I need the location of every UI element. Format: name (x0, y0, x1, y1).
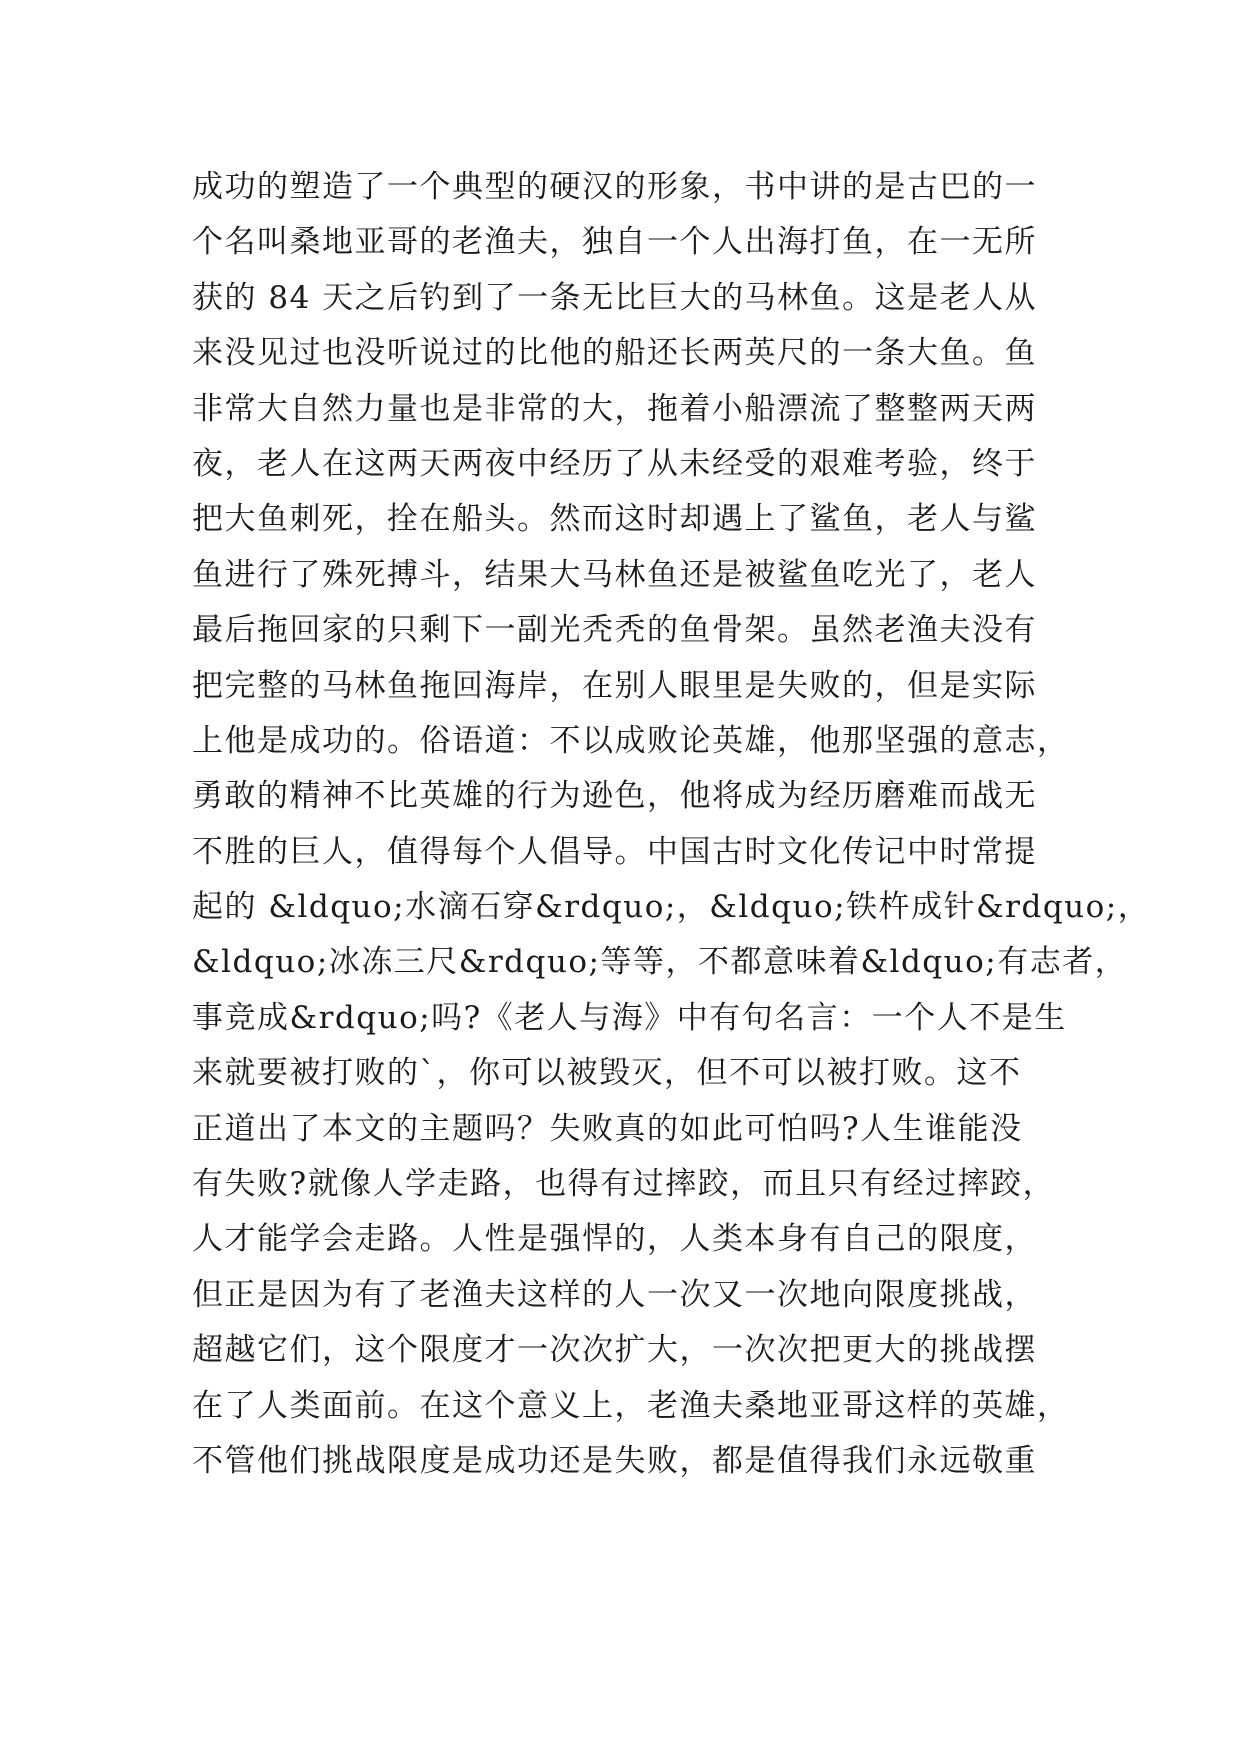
text-line-5: 非常大自然力量也是非常的大，拖着小船漂流了整整两天两 (192, 390, 1037, 427)
text-line-24: 不管他们挑战限度是成功还是失败，都是值得我们永远敬重 (192, 1442, 1037, 1479)
text-line-2: 个名叫桑地亚哥的老渔夫，独自一个人出海打鱼，在一无所 (192, 224, 1037, 261)
text-line-21: 但正是因为有了老渔夫这样的人一次又一次地向限度挑战， (192, 1276, 1037, 1313)
text-line-18: 正道出了本文的主题吗？失败真的如此可怕吗?人生谁能没 (192, 1110, 1023, 1147)
text-line-12: 勇敢的精神不比英雄的行为逊色，他将成为经历磨难而战无 (192, 778, 1037, 815)
text-line-17: 来就要被打败的`，你可以被毁灭，但不可以被打败。这不 (192, 1055, 1022, 1092)
text-line-10: 把完整的马林鱼拖回海岸，在别人眼里是失败的，但是实际 (192, 667, 1037, 704)
text-line-3: 获的 84 天之后钓到了一条无比巨大的马林鱼。这是老人从 (192, 279, 1038, 316)
text-line-6: 夜，老人在这两天两夜中经历了从未经受的艰难考验，终于 (192, 445, 1037, 482)
text-line-11: 上他是成功的。俗语道：不以成败论英雄，他那坚强的意志， (192, 722, 1070, 759)
text-line-8: 鱼进行了殊死搏斗，结果大马林鱼还是被鲨鱼吃光了，老人 (192, 556, 1037, 593)
text-line-16: 事竞成&rdquo;吗?《老人与海》中有句名言：一个人不是生 (192, 999, 1067, 1036)
text-line-14: 起的 &ldquo;水滴石穿&rdquo;，&ldquo;铁杵成针&rdquo;， (192, 889, 1151, 926)
text-line-4: 来没见过也没听说过的比他的船还长两英尺的一条大鱼。鱼 (192, 335, 1037, 372)
text-line-23: 在了人类面前。在这个意义上，老渔夫桑地亚哥这样的英雄， (192, 1387, 1070, 1424)
text-line-19: 有失败?就像人学走路，也得有过摔跤，而且只有经过摔跤， (192, 1166, 1056, 1203)
text-line-13: 不胜的巨人，值得每个人倡导。中国古时文化传记中时常提 (192, 833, 1037, 870)
text-line-7: 把大鱼刺死，拴在船头。然而这时却遇上了鲨鱼，老人与鲨 (192, 501, 1037, 538)
text-line-20: 人才能学会走路。人性是强悍的，人类本身有自己的限度， (192, 1221, 1037, 1258)
body-text (192, 160, 1151, 1489)
text-line-1: 成功的塑造了一个典型的硬汉的形象，书中讲的是古巴的一 (192, 169, 1037, 205)
text-line-15: &ldquo;冰冻三尺&rdquo;等等，不都意味着&ldquo;有志者， (192, 944, 1128, 981)
text-line-22: 超越它们，这个限度才一次次扩大，一次次把更大的挑战摆 (192, 1332, 1037, 1369)
text-line-9: 最后拖回家的只剩下一副光秃秃的鱼骨架。虽然老渔夫没有 (192, 612, 1037, 649)
